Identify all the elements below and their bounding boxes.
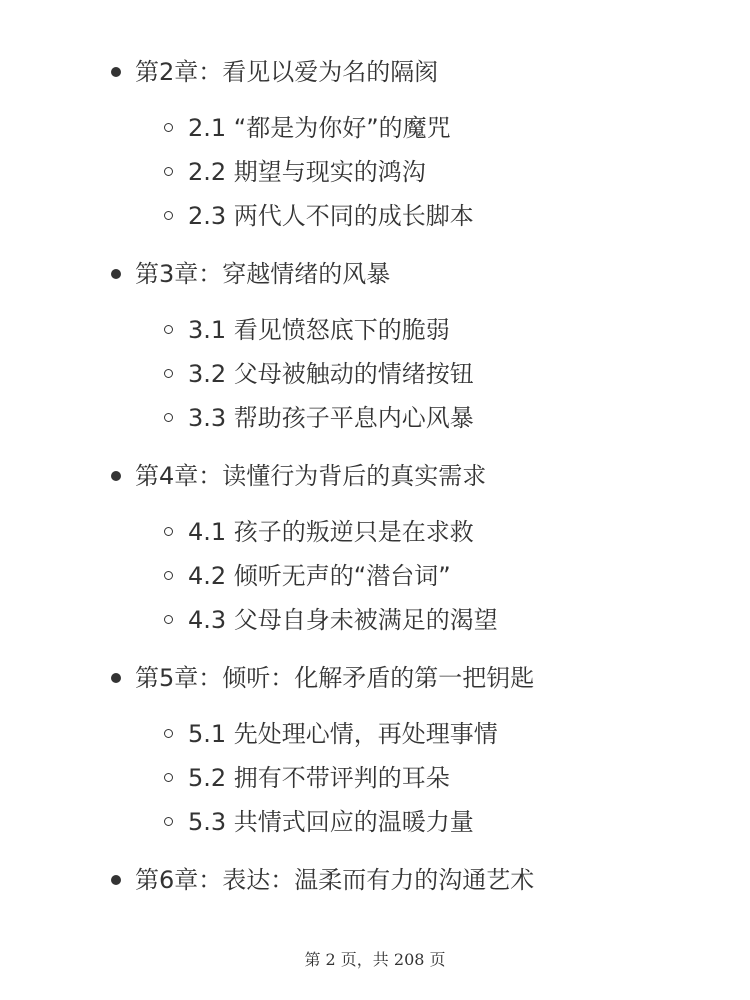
chapter-bullet-icon [111, 471, 121, 481]
section-title: 5.1 先处理心情，再处理事情 [188, 720, 498, 748]
toc-chapter[interactable] [0, 860, 750, 900]
section-title: 4.1 孩子的叛逆只是在求救 [188, 518, 474, 546]
toc-section[interactable] [0, 356, 750, 392]
section-bullet-icon [164, 413, 173, 422]
section-bullet-icon [164, 729, 173, 738]
section-bullet-icon [164, 167, 173, 176]
chapter-bullet-icon [111, 269, 121, 279]
section-bullet-icon [164, 571, 173, 580]
toc-section[interactable] [0, 804, 750, 840]
toc-chapter[interactable] [0, 254, 750, 294]
section-title: 3.2 父母被触动的情绪按钮 [188, 360, 474, 388]
section-bullet-icon [164, 325, 173, 334]
toc-chapter[interactable] [0, 456, 750, 496]
section-title: 3.3 帮助孩子平息内心风暴 [188, 404, 474, 432]
section-bullet-icon [164, 211, 173, 220]
section-bullet-icon [164, 123, 173, 132]
chapter-title: 第4章：读懂行为背后的真实需求 [135, 462, 487, 490]
toc-section[interactable] [0, 312, 750, 348]
chapter-bullet-icon [111, 67, 121, 77]
toc-chapter[interactable] [0, 658, 750, 698]
section-title: 2.1 “都是为你好”的魔咒 [188, 114, 451, 142]
chapter-bullet-icon [111, 875, 121, 885]
chapter-title: 第6章：表达：温柔而有力的沟通艺术 [135, 866, 535, 894]
toc-section[interactable] [0, 602, 750, 638]
toc-section[interactable] [0, 198, 750, 234]
page-number-footer: 第 2 页，共 208 页 [304, 950, 446, 969]
section-title: 5.2 拥有不带评判的耳朵 [188, 764, 450, 792]
section-title: 4.2 倾听无声的“潜台词” [188, 562, 451, 590]
section-title: 3.1 看见愤怒底下的脆弱 [188, 316, 450, 344]
chapter-bullet-icon [111, 673, 121, 683]
chapter-title: 第2章：看见以爱为名的隔阂 [135, 58, 439, 86]
section-bullet-icon [164, 369, 173, 378]
section-title: 4.3 父母自身未被满足的渴望 [188, 606, 498, 634]
toc-section[interactable] [0, 514, 750, 550]
toc-section[interactable] [0, 558, 750, 594]
toc-section[interactable] [0, 400, 750, 436]
toc-chapter[interactable] [0, 52, 750, 92]
section-bullet-icon [164, 527, 173, 536]
section-title: 5.3 共情式回应的温暖力量 [188, 808, 474, 836]
chapter-title: 第3章：穿越情绪的风暴 [135, 260, 391, 288]
chapter-title: 第5章：倾听：化解矛盾的第一把钥匙 [135, 664, 535, 692]
toc-section[interactable] [0, 154, 750, 190]
section-bullet-icon [164, 615, 173, 624]
section-title: 2.3 两代人不同的成长脚本 [188, 202, 474, 230]
toc-section[interactable] [0, 110, 750, 146]
section-bullet-icon [164, 817, 173, 826]
toc-section[interactable] [0, 760, 750, 796]
toc-section[interactable] [0, 716, 750, 752]
section-bullet-icon [164, 773, 173, 782]
section-title: 2.2 期望与现实的鸿沟 [188, 158, 426, 186]
